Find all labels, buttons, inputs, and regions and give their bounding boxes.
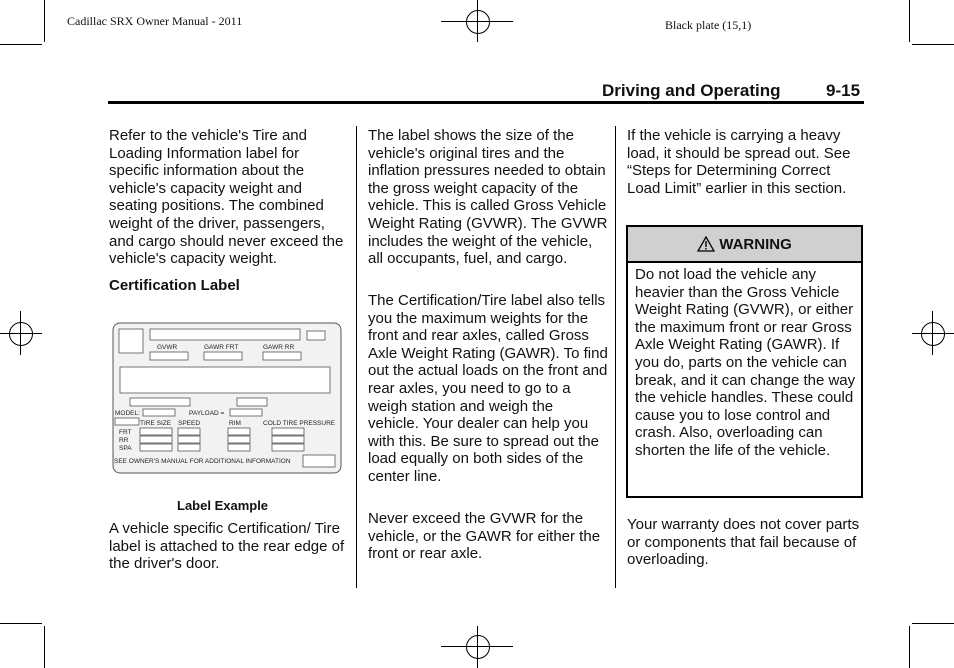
warning-text: Do not load the vehicle any heavier than the Gross Vehicle Weight Rating (GVWR), or either the maximum front or rear Gross Axle Weight Rating (GAWR). If you do, parts on the vehicle can break, and it can change the way the vehicle handles. These could cause you to lose control and crash. Also, overloading can shorten the life of the vehicle.	[635, 266, 856, 459]
col2-paragraph-3: Never exceed the GVWR for the vehicle, or the GAWR for either the front or rear axle.	[368, 510, 601, 563]
crop-mark	[912, 44, 954, 45]
crop-mark	[909, 626, 910, 668]
warning-header	[628, 227, 861, 263]
column-divider	[356, 126, 357, 588]
warning-triangle-icon	[697, 236, 715, 252]
plate-info-left: Cadillac SRX Owner Manual - 2011	[67, 14, 243, 28]
label-speed: SPEED	[178, 420, 201, 427]
label-gawr-frt: GAWR FRT	[204, 344, 239, 351]
warning-box	[626, 225, 863, 498]
crop-mark	[0, 44, 42, 45]
label-rim: RIM	[229, 420, 241, 427]
plate-info-right: Black plate (15,1)	[665, 18, 752, 32]
label-spa: SPA	[119, 445, 132, 452]
label-footer: SEE OWNER'S MANUAL FOR ADDITIONAL INFORMATION	[114, 458, 291, 465]
figure-caption: Label Example	[177, 498, 269, 513]
label-frt: FRT	[119, 429, 132, 436]
crop-mark	[912, 623, 954, 624]
crop-mark	[44, 626, 45, 668]
column-divider	[615, 126, 616, 588]
label-tire-size: TIRE SIZE	[140, 420, 172, 427]
crop-mark	[0, 623, 42, 624]
certification-label-illustration	[112, 320, 342, 475]
label-payload: PAYLOAD =	[189, 410, 225, 417]
col3-paragraph-1: If the vehicle is carrying a heavy load, it should be spread out. See “Steps for Determining Correct Load Limit” earlier in this section.	[627, 127, 851, 197]
certification-label-heading: Certification Label	[109, 277, 240, 294]
col1-paragraph-2: A vehicle specific Certification/ Tire label is attached to the rear edge of the driver's door.	[109, 520, 345, 573]
col3-paragraph-2: Your warranty does not cover parts or components that fail because of overloading.	[627, 516, 860, 569]
label-cold-tire-pressure: COLD TIRE PRESSURE	[263, 420, 336, 427]
label-gawr-rr: GAWR RR	[263, 344, 295, 351]
section-title: Driving and Operating	[602, 81, 781, 100]
col1-paragraph-1: Refer to the vehicle's Tire and Loading Information label for specific information about the vehicle's capacity weight and seating positions. The combined weight of the driver, passengers, and cargo should never exceed the vehicle's capacity weight.	[109, 127, 344, 268]
label-model: MODEL:	[115, 410, 140, 417]
label-gvwr: GVWR	[157, 344, 178, 351]
header-rule	[108, 101, 864, 104]
col2-paragraph-2: The Certification/Tire label also tells you the maximum weights for the front and rear axles, called Gross Axle Weight Rating (GAWR). To find out the actual loads on the front and rear axles, you need to go to a weigh station and weigh the vehicle. Your dealer can help you with this. Be sure to spread out the load equally on both sides of the center line.	[368, 292, 608, 485]
crop-mark	[44, 0, 45, 42]
label-rr: RR	[119, 437, 129, 444]
crop-mark	[909, 0, 910, 42]
col2-paragraph-1: The label shows the size of the vehicle's original tires and the inflation pressures needed to obtain the gross weight capacity of the vehicle. This is called Gross Vehicle Weight Rating (GVWR). The GVWR includes the weight of the vehicle, all occupants, fuel, and cargo.	[368, 127, 608, 268]
warning-title: WARNING	[719, 235, 792, 253]
page-number: 9-15	[826, 81, 861, 100]
